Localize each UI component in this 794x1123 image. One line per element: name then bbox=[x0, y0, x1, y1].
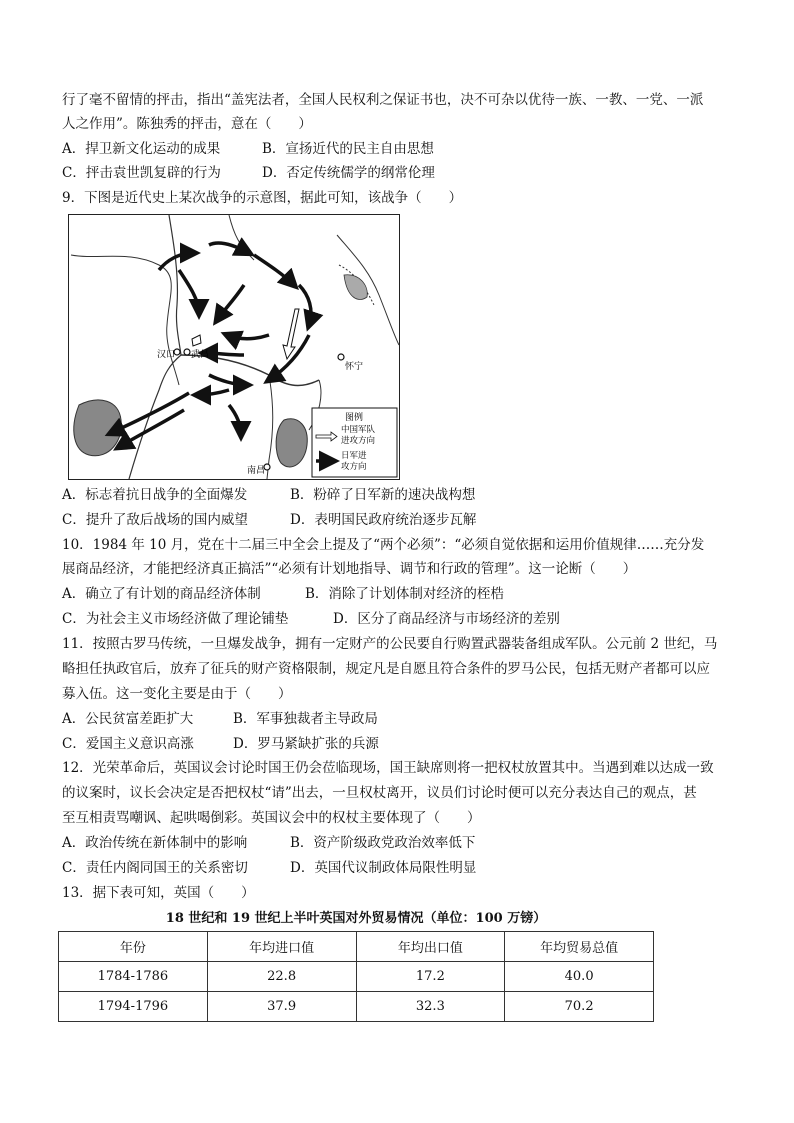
table-cell: 17.2 bbox=[356, 962, 505, 992]
q10-option-a[interactable]: A．确立了有计划的商品经济体制 bbox=[62, 586, 261, 602]
border-line bbox=[337, 235, 399, 345]
q12-option-b[interactable]: B．资产阶级政党政治效率低下 bbox=[290, 835, 476, 851]
city-dot bbox=[184, 349, 190, 355]
q9-stem: 9．下图是近代史上某次战争的示意图，据此可知，该战争（ ） bbox=[62, 190, 463, 206]
table-header-cell: 年份 bbox=[59, 932, 208, 962]
table-cell: 22.8 bbox=[207, 962, 356, 992]
trade-table bbox=[58, 931, 654, 1022]
table-cell: 37.9 bbox=[207, 992, 356, 1022]
q10-option-d[interactable]: D．区分了商品经济与市场经济的差别 bbox=[333, 611, 560, 627]
q8-option-b[interactable]: B．宣扬近代的民主自由思想 bbox=[262, 141, 434, 157]
q8-text-line-1: 行了毫不留情的抨击，指出“盖宪法者，全国人民权利之保证书也，决不可杂以优待一族、一教、一党、一派 bbox=[62, 92, 704, 108]
q11-option-a[interactable]: A．公民贫富差距扩大 bbox=[62, 711, 194, 727]
table-header-cell: 年均出口值 bbox=[356, 932, 505, 962]
river-line bbox=[267, 375, 273, 479]
table-cell: 32.3 bbox=[356, 992, 505, 1022]
city-label-wuchang: 武昌 bbox=[191, 350, 210, 360]
lake-small bbox=[344, 275, 367, 300]
q10-option-c[interactable]: C．为社会主义市场经济做了理论铺垫 bbox=[62, 611, 289, 627]
q11-option-d[interactable]: D．罗马紧缺扩张的兵源 bbox=[233, 736, 379, 752]
q12-option-d[interactable]: D．英国代议制政体局限性明显 bbox=[290, 860, 477, 876]
city-label-nanchang: 南昌 bbox=[247, 466, 266, 476]
q12-text-line-1: 12．光荣革命后，英国议会讨论时国王仍会莅临现场，国王缺席则将一把权杖放置其中。当遇到难以达成一致 bbox=[62, 760, 714, 776]
q11-option-c[interactable]: C．爱国主义意识高涨 bbox=[62, 736, 194, 752]
city-label-hankou: 汉口 bbox=[157, 350, 176, 360]
q8-option-c[interactable]: C．抨击袁世凯复辟的行为 bbox=[62, 165, 221, 181]
legend-japan-label-1: 日军进 bbox=[341, 451, 367, 461]
table-header-cell: 年均贸易总值 bbox=[505, 932, 654, 962]
table-header-row bbox=[59, 932, 654, 962]
q10-text-line-2: 展商品经济，才能把经济真正搞活”“必须有计划地指导、调节和行政的管理”。这一论断（ ） bbox=[62, 561, 637, 577]
japan-arrows bbox=[111, 243, 311, 447]
q13-stem: 13．据下表可知，英国（ ） bbox=[62, 885, 255, 901]
q8-option-d[interactable]: D．否定传统儒学的纲常伦理 bbox=[262, 165, 435, 181]
lake-poyang bbox=[276, 419, 307, 467]
q9-option-c[interactable]: C．提升了敌后战场的国内威望 bbox=[62, 512, 248, 528]
q11-option-b[interactable]: B．军事独裁者主导政局 bbox=[233, 711, 378, 727]
q10-option-b[interactable]: B．消除了计划体制对经济的桎梏 bbox=[305, 586, 504, 602]
table-row bbox=[59, 962, 654, 992]
legend-title: 图例 bbox=[345, 413, 364, 423]
table-header-cell: 年均进口值 bbox=[207, 932, 356, 962]
q8-text-line-2: 人之作用”。陈独秀的抨击，意在（ ） bbox=[62, 116, 312, 132]
trade-table-title: 18 世纪和 19 世纪上半叶英国对外贸易情况（单位：100 万镑） bbox=[165, 911, 547, 926]
table-cell: 70.2 bbox=[505, 992, 654, 1022]
q12-option-c[interactable]: C．责任内阁同国王的关系密切 bbox=[62, 860, 248, 876]
legend-japan-label-2: 攻方向 bbox=[341, 462, 367, 472]
table-cell: 40.0 bbox=[505, 962, 654, 992]
q10-text-line-1: 10．1984 年 10 月，党在十二届三中全会上提及了“两个必须”：“必须自觉依据和运用价值规律……充分发 bbox=[62, 537, 705, 553]
q9-option-b[interactable]: B．粉碎了日军新的速决战构想 bbox=[290, 487, 476, 503]
city-label-huaining: 怀宁 bbox=[345, 362, 364, 372]
river-line bbox=[71, 255, 179, 385]
war-map bbox=[68, 214, 400, 480]
legend-china-label-2: 进攻方向 bbox=[341, 436, 376, 446]
river-line bbox=[229, 215, 254, 260]
war-map-drawing bbox=[69, 215, 399, 479]
q11-text-line-2: 略担任执政官后，放弃了征兵的财产资格限制，规定凡是自愿且符合条件的罗马公民，包括无财产者都可以应 bbox=[62, 661, 710, 677]
q12-text-line-2: 的议案时，议长会决定是否把权杖“请”出去，一旦权杖离开，议员们讨论时便可以充分表达自己的观点，甚 bbox=[62, 785, 697, 801]
q12-option-a[interactable]: A．政治传统在新体制中的影响 bbox=[62, 835, 248, 851]
q11-text-line-3: 募入伍。这一变化主要是由于（ ） bbox=[62, 686, 292, 702]
q11-text-line-1: 11．按照古罗马传统，一旦爆发战争，拥有一定财产的公民要自行购置武器装备组成军队。公元前 2 世纪，马 bbox=[62, 636, 718, 652]
table-cell: 1784-1786 bbox=[59, 962, 208, 992]
table-cell: 1794-1796 bbox=[59, 992, 208, 1022]
table-row bbox=[59, 992, 654, 1022]
q12-text-line-3: 至互相责骂嘲讽、起哄喝倒彩。英国议会中的权杖主要体现了（ ） bbox=[62, 810, 481, 826]
q9-option-d[interactable]: D．表明国民政府统治逐步瓦解 bbox=[290, 512, 477, 528]
lake-dongting bbox=[74, 400, 122, 456]
city-dot bbox=[338, 354, 344, 360]
q8-option-a[interactable]: A．捍卫新文化运动的成果 bbox=[62, 141, 221, 157]
legend-china-label-1: 中国军队 bbox=[341, 425, 376, 435]
q9-option-a[interactable]: A．标志着抗日战争的全面爆发 bbox=[62, 487, 248, 503]
